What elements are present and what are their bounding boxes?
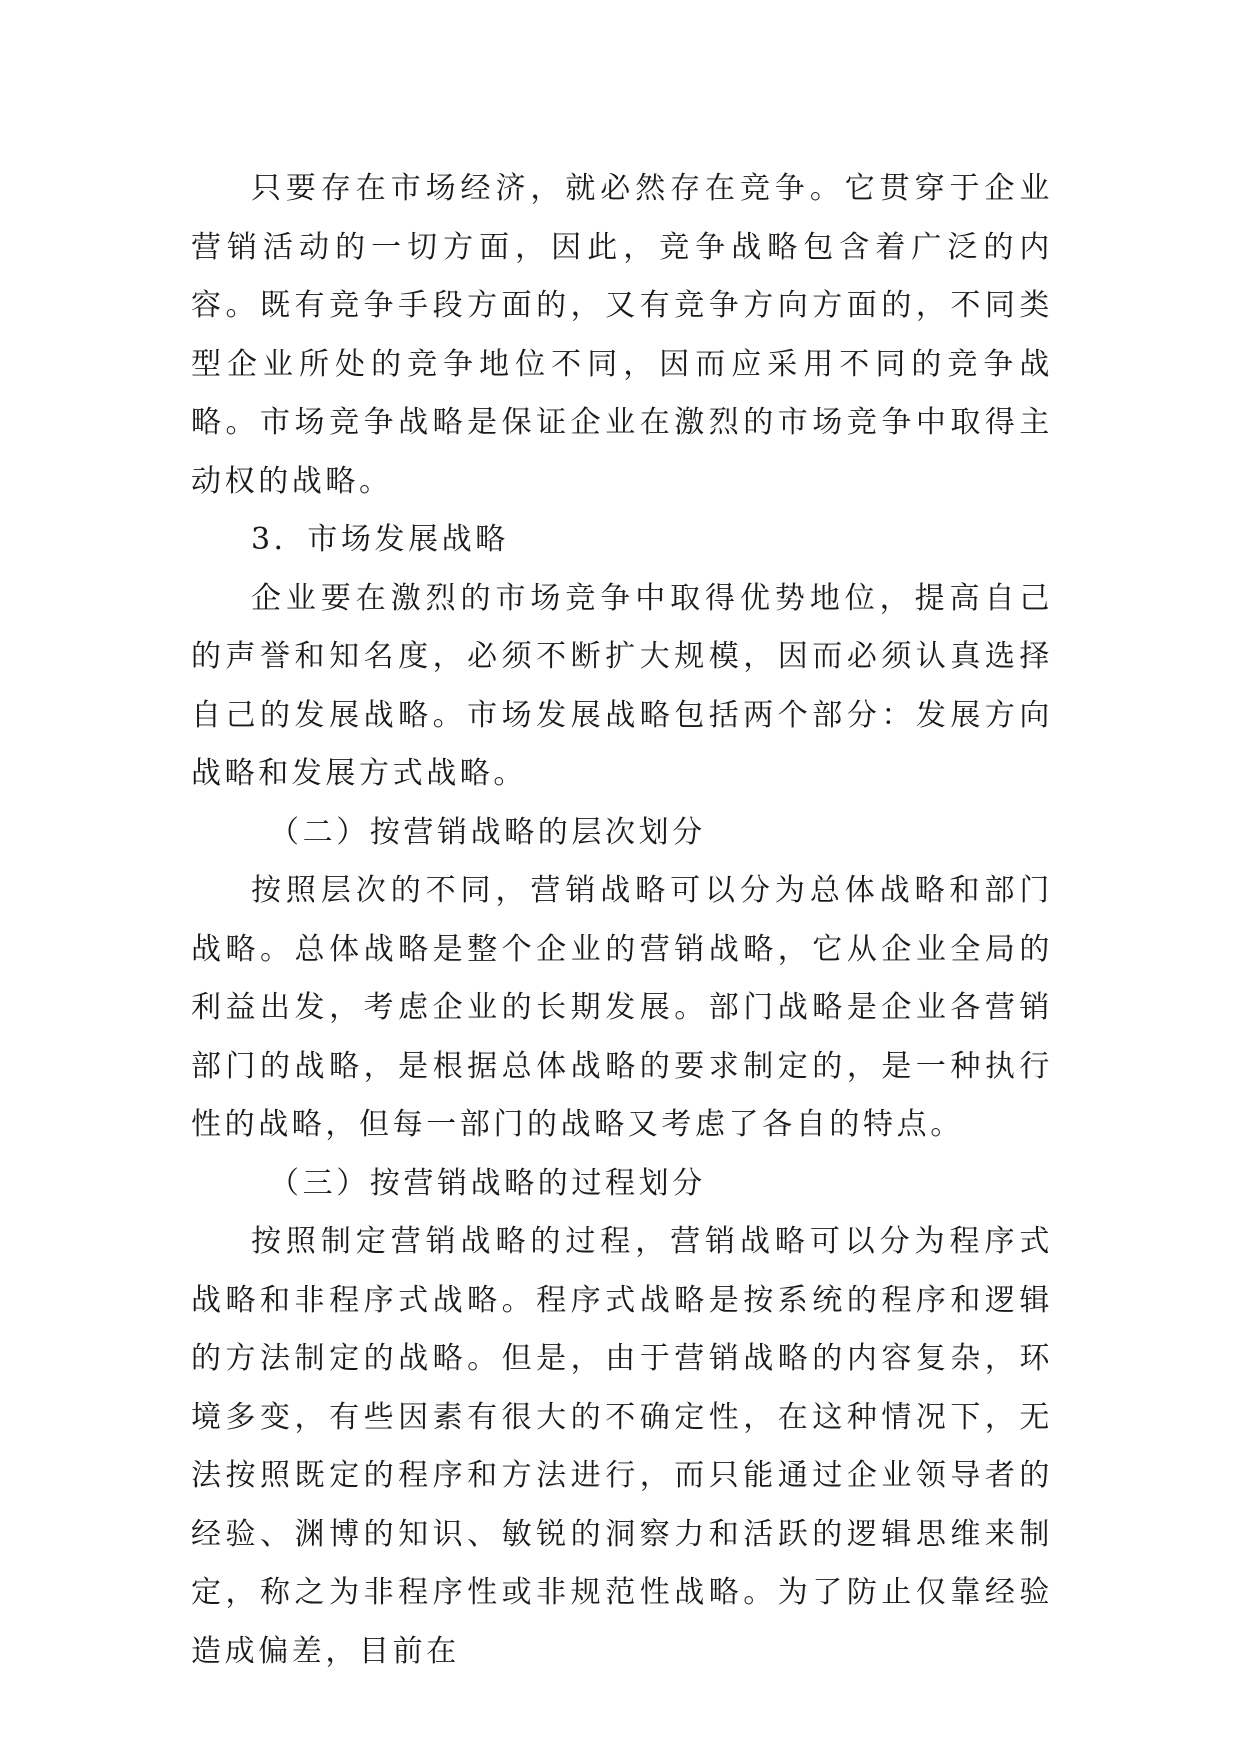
heading-by-strategy-process: （三）按营销战略的过程划分: [269, 1165, 706, 1201]
heading-by-strategy-level: （二）按营销战略的层次划分: [269, 814, 706, 850]
paragraph-competition-strategy: 只要存在市场经济，就必然存在竞争。它贯穿于企业营销活动的一切方面，因此，竞争战略包含着广泛的内容。既有竞争手段方面的，又有竞争方向方面的，不同类型企业所处的竞争地位不同，因而应采用不同的竞争战略。市场竞争战略是保证企业在激烈的市场竞争中取得主动权的战略。: [191, 171, 1053, 499]
paragraph-market-development: 企业要在激烈的市场竞争中取得优势地位，提高自己的声誉和知名度，必须不断扩大规模，因而必须认真选择自己的发展战略。市场发展战略包括两个部分：发展方向战略和发展方式战略。: [191, 580, 1053, 791]
paragraph-strategy-level: 按照层次的不同，营销战略可以分为总体战略和部门战略。总体战略是整个企业的营销战略，它从企业全局的利益出发，考虑企业的长期发展。部门战略是企业各营销部门的战略，是根据总体战略的要求制定的，是一种执行性的战略，但每一部门的战略又考虑了各自的特点。: [191, 873, 1053, 1142]
heading-market-development-strategy: 3．市场发展战略: [251, 522, 509, 557]
document-body: [191, 160, 1053, 1681]
paragraph-strategy-process: 按照制定营销战略的过程，营销战略可以分为程序式战略和非程序式战略。程序式战略是按系统的程序和逻辑的方法制定的战略。但是，由于营销战略的内容复杂，环境多变，有些因素有很大的不确定性，在这种情况下，无法按照既定的程序和方法进行，而只能通过企业领导者的经验、渊博的知识、敏锐的洞察力和活跃的逻辑思维来制定，称之为非程序性或非规范性战略。为了防止仅靠经验造成偏差，目前在: [191, 1224, 1053, 1669]
